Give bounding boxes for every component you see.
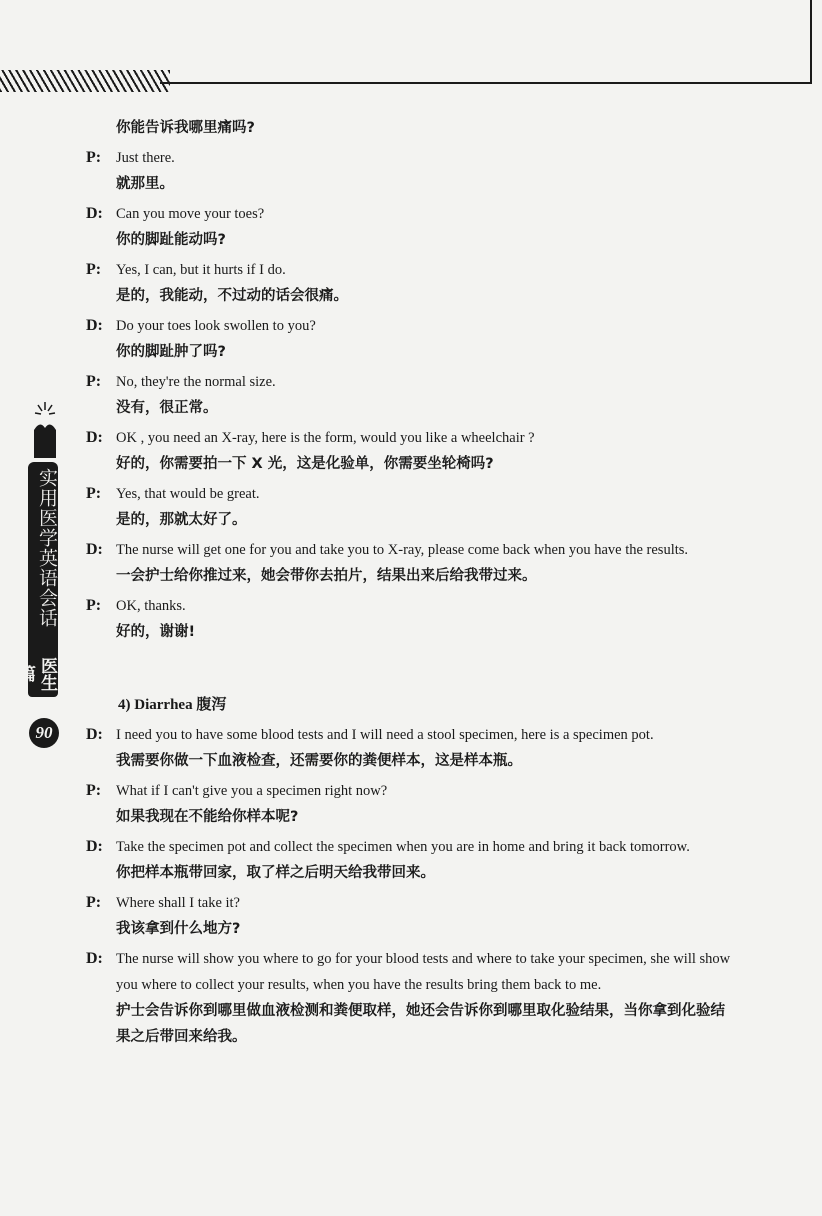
english-line: OK, thanks. (116, 598, 186, 614)
speaker-label: D: (86, 950, 103, 967)
speaker-label: P: (86, 894, 102, 911)
sparkle-book-icon (30, 398, 60, 458)
dialogue-turn (86, 834, 736, 886)
dialogue-turn (86, 257, 736, 309)
dialogue-turn (86, 593, 736, 645)
chinese-line: 护士会告诉你到哪里做血液检测和粪便取样，她还会告诉你到哪里取化验结果，当你拿到化验结果之后带回来给我。 (116, 1003, 725, 1045)
english-line: Yes, I can, but it hurts if I do. (116, 262, 286, 278)
speaker-label: D: (86, 726, 103, 743)
english-line: The nurse will show you where to go for your blood tests and where to take your specimen, she will show you where to collect your results, when you have the results bring them back to me. (116, 951, 731, 993)
speaker-label: D: (86, 205, 103, 222)
dialogue-turn (86, 946, 736, 1050)
chinese-line: 是的，我能动，不过动的话会很痛。 (116, 288, 348, 304)
speaker-label: P: (86, 261, 102, 278)
english-line: Take the specimen pot and collect the specimen when you are in home and bring it back tomorrow. (116, 839, 690, 855)
english-line: What if I can't give you a specimen right now? (116, 783, 388, 799)
speaker-label: P: (86, 485, 102, 502)
dialogue-block-a (86, 115, 736, 645)
chinese-line: 好的，你需要拍一下 X 光，这是化验单，你需要坐轮椅吗? (116, 456, 494, 472)
dialogue-turn (86, 201, 736, 253)
chinese-line: 就那里。 (116, 176, 174, 192)
english-line: The nurse will get one for you and take you to X-ray, please come back when you have the results. (116, 542, 689, 558)
chinese-line: 你的脚趾肿了吗? (116, 344, 226, 360)
speaker-label: D: (86, 429, 103, 446)
dialogue-turn (86, 722, 736, 774)
speaker-label: D: (86, 541, 103, 558)
english-line: Just there. (116, 150, 175, 166)
english-line: Yes, that would be great. (116, 486, 260, 502)
page-number: 90 (29, 718, 59, 748)
english-line: No, they're the normal size. (116, 374, 276, 390)
section-title-zh: 腹泻 (196, 695, 227, 713)
dialogue-turn (86, 369, 736, 421)
dialogue-turn (86, 778, 736, 830)
dialogue-turn (86, 481, 736, 533)
dialogue-block-b (86, 722, 736, 1050)
chinese-line: 一会护士给你推过来，她会带你去拍片，结果出来后给我带过来。 (116, 568, 537, 584)
chinese-line: 我该拿到什么地方? (116, 921, 241, 937)
section-title-en: Diarrhea (134, 697, 193, 713)
chinese-line: 没有，很正常。 (116, 400, 218, 416)
chinese-line: 好的，谢谢! (116, 624, 196, 640)
dialogue-turn (86, 537, 736, 589)
chinese-line: 是的，那就太好了。 (116, 512, 247, 528)
speaker-label: D: (86, 838, 103, 855)
section-number: 4) (118, 697, 131, 713)
sidebar-tab (15, 462, 58, 697)
chinese-line: 我需要你做一下血液检查，还需要你的粪便样本，这是样本瓶。 (116, 753, 522, 769)
speaker-label: P: (86, 373, 102, 390)
english-line: Do your toes look swollen to you? (116, 318, 316, 334)
chinese-line: 你把样本瓶带回家，取了样之后明天给我带回来。 (116, 865, 435, 881)
header-rule (160, 82, 812, 84)
speaker-label: P: (86, 782, 102, 799)
english-line: Where shall I take it? (116, 895, 240, 911)
dialogue-turn (86, 313, 736, 365)
page-content (86, 115, 736, 1054)
dialogue-turn (86, 425, 736, 477)
speaker-label: D: (86, 317, 103, 334)
speaker-label: P: (86, 149, 102, 166)
speaker-label: P: (86, 597, 102, 614)
margin-rule (810, 0, 812, 84)
header-hatch-decoration (0, 70, 170, 92)
chinese-line: 你能告诉我哪里痛吗? (116, 120, 255, 136)
english-line: Can you move your toes? (116, 206, 265, 222)
english-line: I need you to have some blood tests and I will need a stool specimen, here is a specimen pot. (116, 727, 654, 743)
dialogue-turn (86, 890, 736, 942)
dialogue-turn (86, 115, 736, 141)
book-title: 实用医学英语会话 (36, 468, 58, 628)
part-title: 医生篇 (15, 656, 57, 691)
english-line: OK , you need an X-ray, here is the form, would you like a wheelchair ? (116, 430, 535, 446)
section-heading (86, 691, 736, 718)
dialogue-turn (86, 145, 736, 197)
chinese-line: 如果我现在不能给你样本呢? (116, 809, 299, 825)
chinese-line: 你的脚趾能动吗? (116, 232, 226, 248)
